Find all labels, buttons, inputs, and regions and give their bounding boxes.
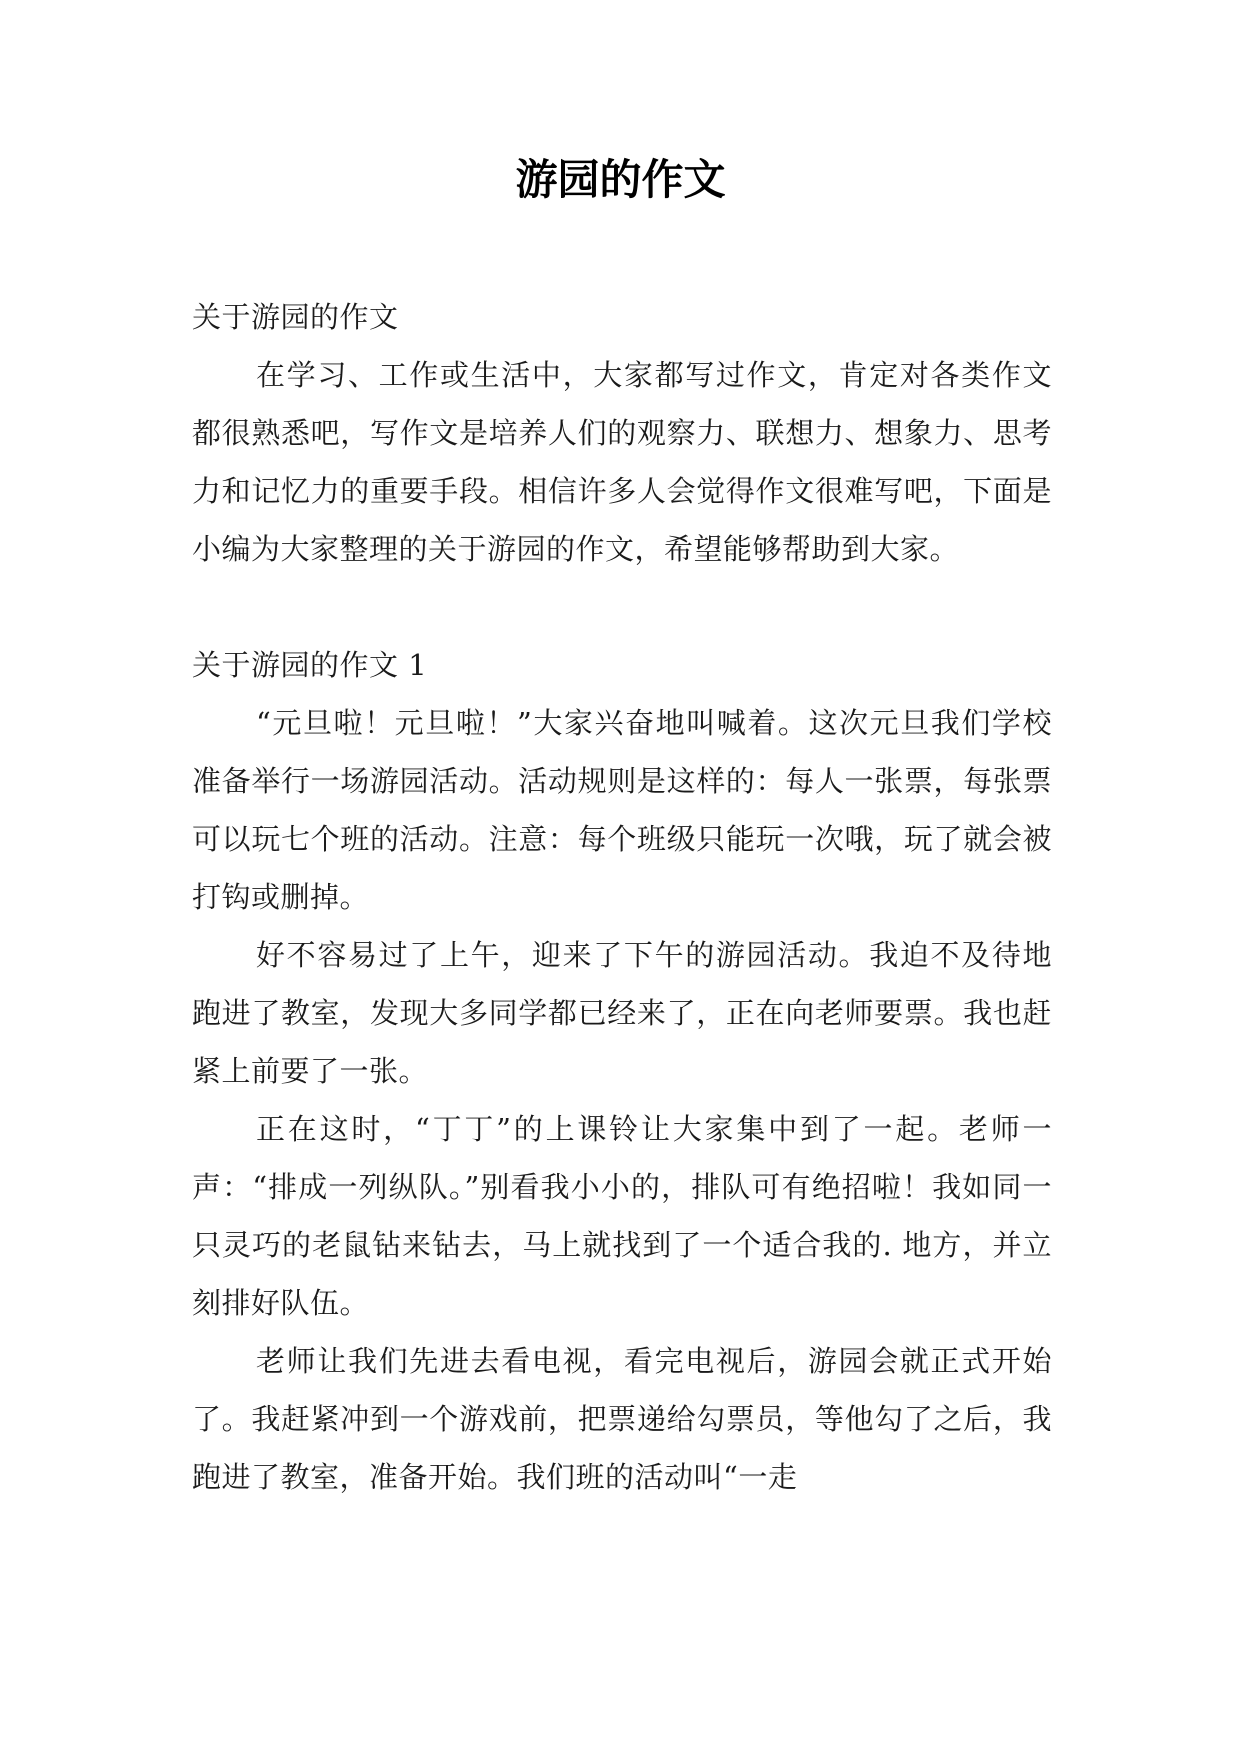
essay-1-paragraph-3: 正在这时，“丁丁”的上课铃让大家集中到了一起。老师一声：“排成一列纵队。”别看我小小的，排队可有绝招啦！我如同一只灵巧的老鼠钻来钻去，马上就找到了一个适合我的. 地方，并立刻排好队伍。 [192,1112,1052,1320]
essay-1-heading: 关于游园的作文 1 [192,648,428,682]
essay-1-paragraph-4: 老师让我们先进去看电视，看完电视后，游园会就正式开始了。我赶紧冲到一个游戏前，把票递给勾票员，等他勾了之后，我跑进了教室，准备开始。我们班的活动叫“一走 [192,1344,1052,1494]
document-title: 游园的作文 [515,155,726,204]
document-body [192,288,1052,1506]
essay-1-paragraph-1: “元旦啦！元旦啦！”大家兴奋地叫喊着。这次元旦我们学校准备举行一场游园活动。活动规则是这样的：每人一张票，每张票可以玩七个班的活动。注意：每个班级只能玩一次哦，玩了就会被打钩或删掉。 [192,706,1052,914]
intro-heading: 关于游园的作文 [192,300,399,334]
section-spacer [192,578,1052,636]
essay-1-paragraph-2: 好不容易过了上午，迎来了下午的游园活动。我迫不及待地跑进了教室，发现大多同学都已经来了，正在向老师要票。我也赶紧上前要了一张。 [192,938,1052,1088]
intro-paragraph: 在学习、工作或生活中，大家都写过作文，肯定对各类作文都很熟悉吧，写作文是培养人们的观察力、联想力、想象力、思考力和记忆力的重要手段。相信许多人会觉得作文很难写吧，下面是小编为大家整理的关于游园的作文，希望能够帮助到大家。 [192,358,1052,566]
